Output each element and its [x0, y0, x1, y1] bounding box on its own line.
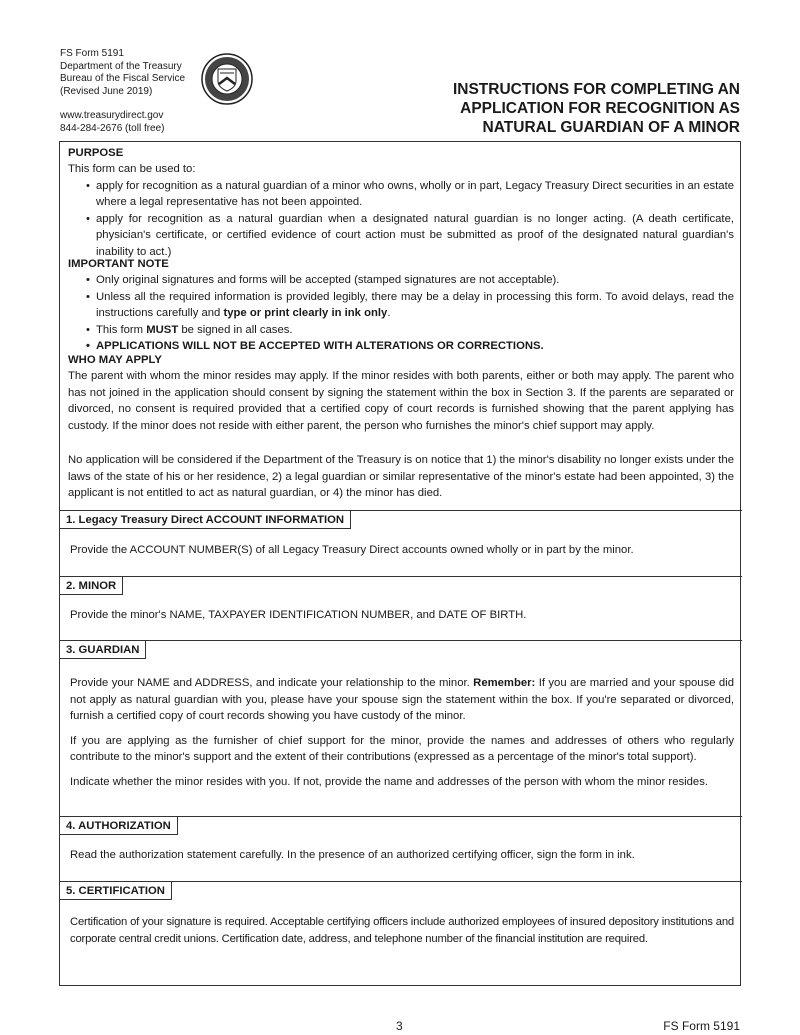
section-4-text: Read the authorization statement carefully. In the presence of an authorized certifying officer, sign the form in ink. [70, 849, 635, 861]
important-bullet [86, 322, 734, 339]
text: This form [96, 323, 147, 336]
who-may-apply-section [68, 352, 734, 502]
purpose-heading: PURPOSE [68, 147, 124, 159]
bureau: Bureau of the Fiscal Service [60, 73, 186, 84]
section-1-title: 1. Legacy Treasury Direct ACCOUNT INFORMATION [59, 511, 351, 529]
department: Department of the Treasury [60, 60, 182, 72]
phone: 844-284-2676 (toll free) [60, 122, 165, 134]
form-number: FS Form 5191 [60, 48, 124, 59]
section-3-paragraph: If you are applying as the furnisher of chief support for the minor, provide the names and addresses of others who regularly contribute to the minor's support and the extent of their contributions (expressed as a percentage of the minor's total support). [70, 734, 734, 763]
who-paragraph-2: No application will be considered if the Department of the Treasury is on notice that 1) the minor's disability no longer exists under the laws of the state of his or her residence, 2) a legal guardian or similar representative of the minor's estate had been appointed, 3) the applicant is not entitled to act as natural guardian, or 4) the minor has died. [68, 454, 734, 499]
footer-form-number: FS Form 5191 [663, 1019, 740, 1033]
form-info [60, 48, 185, 98]
contact-info [60, 110, 165, 135]
important-bullet: • Only original signatures and forms will be accepted (stamped signatures are not acceptable). [86, 272, 734, 289]
title-line: NATURAL GUARDIAN OF A MINOR [482, 119, 740, 136]
page-title [453, 80, 740, 137]
purpose-bullet: • apply for recognition as a natural guardian of a minor who owns, wholly or in part, Legacy Treasury Direct securities in an estate where a legal representative has not been appointed. [86, 178, 734, 211]
purpose-section [68, 145, 734, 260]
text: Provide your NAME and ADDRESS, and indicate your relationship to the minor. [70, 677, 474, 689]
important-heading: IMPORTANT NOTE [68, 258, 169, 270]
section-1-text: Provide the ACCOUNT NUMBER(S) of all Legacy Treasury Direct accounts owned wholly or in part by the minor. [70, 544, 634, 556]
title-line: INSTRUCTIONS FOR COMPLETING AN [452, 81, 740, 98]
section-5-title: 5. CERTIFICATION [59, 882, 172, 900]
important-bullet [86, 289, 734, 322]
section-2-text: Provide the minor's NAME, TAXPAYER IDENTIFICATION NUMBER, and DATE OF BIRTH. [70, 609, 527, 621]
text: Unless all the required information is provided legibly, there may be a delay in processing this form. To avoid delays, read the instructions carefully and [96, 290, 734, 319]
important-bullet: • APPLICATIONS WILL NOT BE ACCEPTED WITH ALTERATIONS OR CORRECTIONS. [86, 338, 734, 355]
important-note-section [68, 256, 734, 355]
emphasis: MUST [146, 323, 179, 336]
who-heading: WHO MAY APPLY [68, 354, 162, 366]
emphasis: type or print clearly in ink only [223, 307, 388, 319]
section-3-body [70, 675, 734, 790]
text: be signed in all cases. [178, 323, 293, 336]
section-3-paragraph: Indicate whether the minor resides with you. If not, provide the name and addresses of the person with whom the minor resides. [70, 775, 708, 788]
divider [59, 640, 742, 641]
page-number: 3 [396, 1019, 403, 1033]
text: If you are married and your spouse did not apply as natural guardian with you, please have your spouse sign the statement within the box. If you're separated or divorced, furnish a certified copy of court records showing you have custody of the minor. [70, 677, 734, 722]
section-5-text: Certification of your signature is required. Acceptable certifying officers include authorized employees of insured depository institutions and corporate central credit unions. Certification date, address, and telephone number of the financial institution are required. [70, 916, 734, 945]
purpose-intro: This form can be used to: [68, 163, 196, 175]
title-line: APPLICATION FOR RECOGNITION AS [460, 100, 740, 117]
text: . [387, 307, 391, 319]
emphasis: Remember: [473, 677, 536, 689]
revision: (Revised June 2019) [60, 85, 153, 97]
treasury-seal-icon [201, 53, 253, 105]
section-2-title: 2. MINOR [59, 577, 123, 595]
website: www.treasurydirect.gov [60, 110, 164, 121]
divider [59, 576, 742, 577]
purpose-bullet: • apply for recognition as a natural guardian when a designated natural guardian is no longer acting. (A death certificate, physician's certificate, or certified evidence of court action must be submitted as proof of the designated natural guardian's inability to act.) [86, 211, 734, 261]
who-paragraph: The parent with whom the minor resides may apply. If the minor resides with both parents, either or both may apply. The parent who has not joined in the application should consent by signing the statement within the box in Section 3. If the parents are separated or divorced, no consent is required provided that a certified copy of court records is furnished showing that the parent applying has custody. If the minor does not reside with either parent, the person who furnishes the minor's chief support may apply. [68, 370, 734, 432]
section-3-title: 3. GUARDIAN [59, 641, 146, 659]
section-3-paragraph [70, 675, 734, 725]
section-4-title: 4. AUTHORIZATION [59, 817, 178, 835]
